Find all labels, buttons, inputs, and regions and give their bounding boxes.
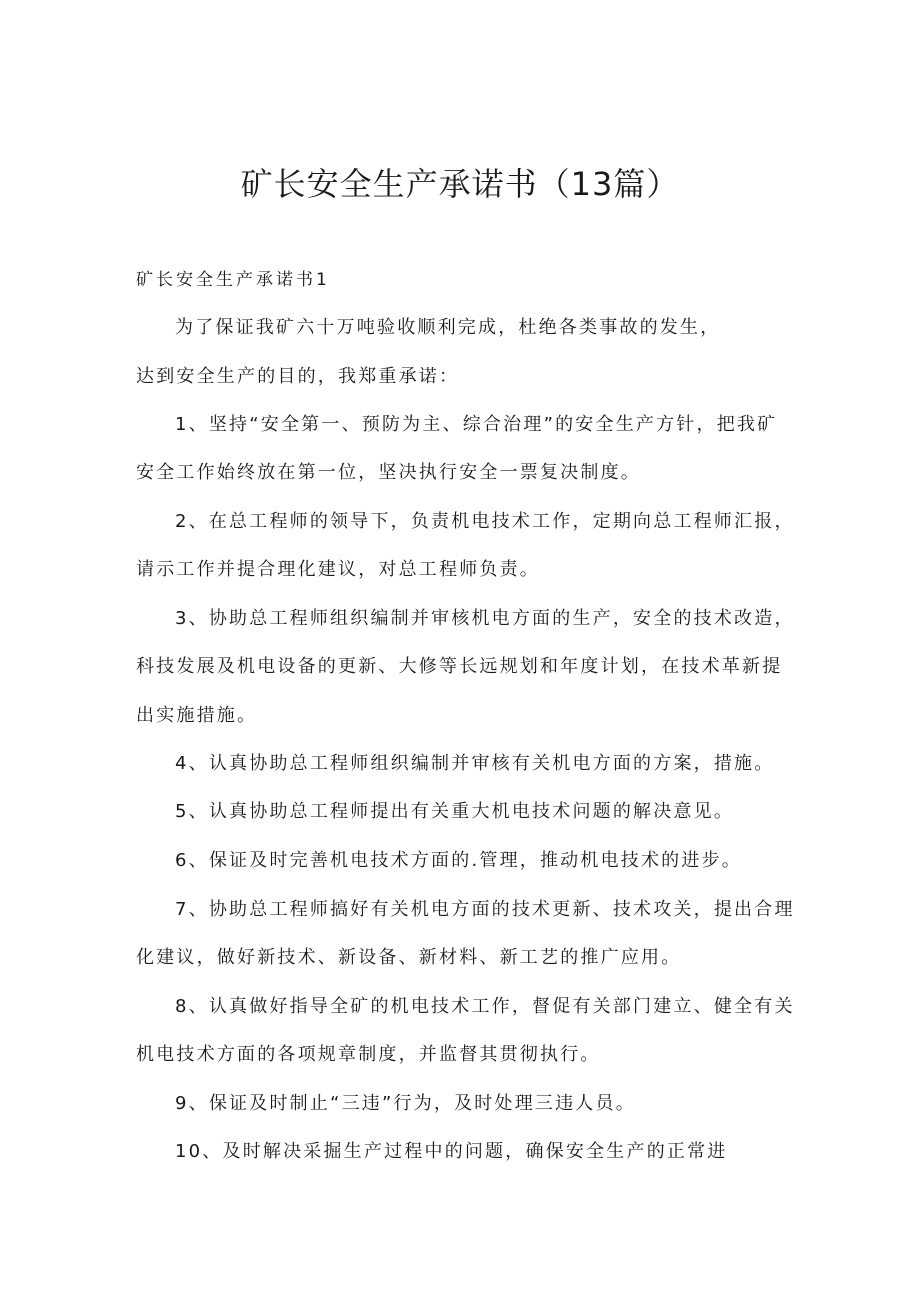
paragraph-line: 6、保证及时完善机电技术方面的.管理，推动机电技术的进步。 [175, 850, 742, 871]
paragraph-line: 机电技术方面的各项规章制度，并监督其贯彻执行。 [136, 1044, 601, 1065]
paragraph-line: 出实施措施。 [136, 705, 258, 726]
paragraph-line: 2、在总工程师的领导下，负责机电技术工作，定期向总工程师汇报， [175, 511, 795, 532]
paragraph-line: 请示工作并提合理化建议，对总工程师负责。 [136, 559, 540, 580]
paragraph-line: 4、认真协助总工程师组织编制并审核有关机电方面的方案，措施。 [175, 753, 775, 774]
section-heading: 矿长安全生产承诺书1 [136, 270, 330, 290]
paragraph-line: 为了保证我矿六十万吨验收顺利完成，杜绝各类事故的发生， [175, 317, 721, 338]
paragraph-line: 科技发展及机电设备的更新、大修等长远规划和年度计划，在技术革新提 [136, 656, 783, 677]
paragraph-line: 1、坚持“安全第一、预防为主、综合治理”的安全生产方针，把我矿 [175, 414, 778, 435]
paragraph-line: 8、认真做好指导全矿的机电技术工作，督促有关部门建立、健全有关 [175, 996, 795, 1017]
paragraph-line: 安全工作始终放在第一位，坚决执行安全一票复决制度。 [136, 462, 641, 483]
paragraph-line: 化建议，做好新技术、新设备、新材料、新工艺的推广应用。 [136, 947, 682, 968]
paragraph-line: 5、认真协助总工程师提出有关重大机电技术问题的解决意见。 [175, 801, 735, 822]
paragraph-line: 3、协助总工程师组织编制并审核机电方面的生产，安全的技术改造， [175, 608, 795, 629]
paragraph-line: 9、保证及时制止“三违”行为，及时处理三违人员。 [175, 1093, 636, 1114]
paragraph-line: 7、协助总工程师搞好有关机电方面的技术更新、技术攻关，提出合理 [175, 899, 795, 920]
paragraph-line: 10、及时解决采掘生产过程中的问题，确保安全生产的正常进 [175, 1141, 728, 1162]
paragraph-line: 达到安全生产的目的，我郑重承诺： [136, 366, 460, 387]
document-title: 矿长安全生产承诺书（13篇） [240, 165, 680, 203]
